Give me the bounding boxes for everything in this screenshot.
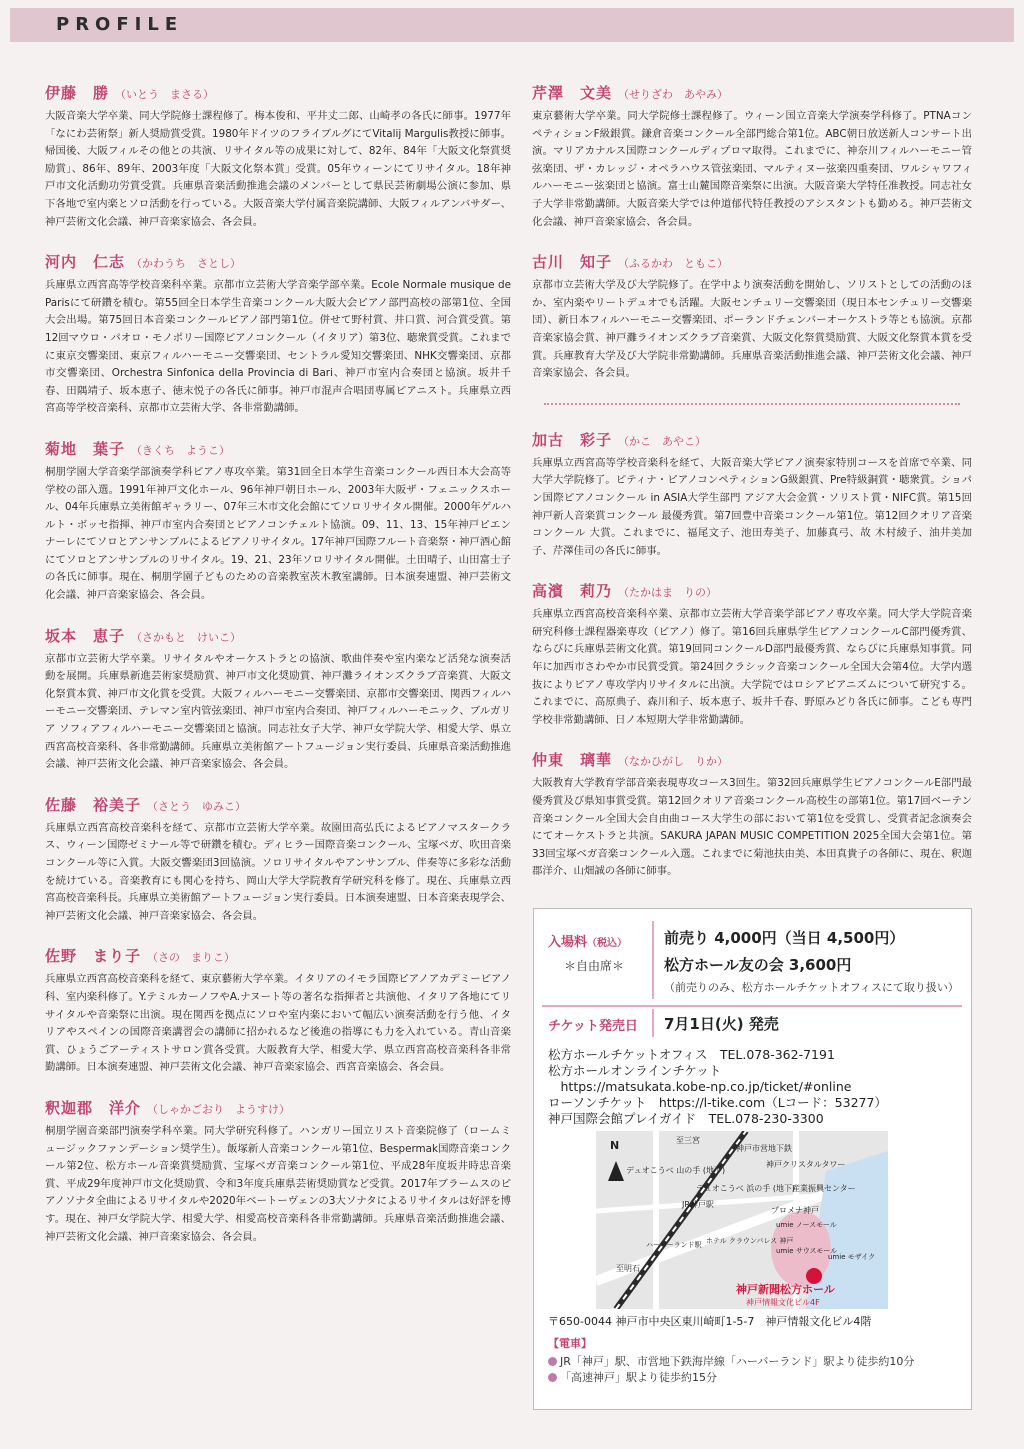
map-graphic xyxy=(596,1131,888,1309)
profile-entry xyxy=(532,251,972,383)
profile-name: 芹澤 文美 xyxy=(532,84,613,102)
left-column xyxy=(45,82,511,1266)
right-column xyxy=(532,82,972,901)
profile-bio: 京都市立芸術大学卒業。リサイタルやオーケストラとの協演、歌曲伴奏や室内楽など活発な演奏活動を展開。兵庫県新進芸術家奨励賞、神戸市文化奨励賞、神戸灘ライオンズクラブ音楽賞、大阪文化祭賞本賞、神戸市文化賞を受賞。大阪フィルハーモニー交響楽団、京都市交響楽団、関西フィルハーモニー交響楽団、テレマン室内管弦楽団、神戸市室内合奏団、神戸フィルハーモニック、ブルガリア ソフィアフィルハーモニー交響楽団と協演。同志社女子大学、神戸女学院大学、相愛大学、県立西宮高校音楽科、各非常勤講師。兵庫県立美術館アートフュージョン実行委員、兵庫県音楽活動推進会議、神戸芸術文化会議、神戸音楽家協会、各会員。 xyxy=(45,652,512,771)
profile-kana: （かこ あやこ） xyxy=(618,434,707,448)
map-label-sannomiya: 至三宮 xyxy=(676,1136,700,1145)
profile-name: 古川 知子 xyxy=(532,253,613,272)
contact-matsukata-office: 松方ホールチケットオフィス TEL.078-362-7191 xyxy=(548,1047,835,1062)
profile-entry xyxy=(45,625,511,774)
map-label-duo-hamanote: デュオこうべ 浜の手 (地下) xyxy=(696,1184,796,1193)
profile-name: 佐藤 裕美子 xyxy=(45,795,142,814)
map-label-hall: 神戸新聞松方ホール xyxy=(736,1283,835,1296)
map-label-crystal-tower: 神戸クリスタルタワー xyxy=(766,1160,846,1169)
profile-bio: 兵庫県立西宮高校音楽科卒業、京都市立芸術大学音楽学部ピアノ専攻卒業。同大学大学院音楽研究科修士課程器楽専攻（ピアノ）修了。第16回兵庫県学生ピアノコンクールC部門優秀賞、ならびに兵庫県芸術文化賞。第19回同コンクールD部門最優秀賞、ならびに兵庫県知事賞。同年に加西市さわやか市民賞受賞。第24回クラシック音楽コンクール全国大会第4位。大学内選抜によりピアノ専攻学内リサイタルに出演。大学院ではロシアピアニズムについて研究する。これまでに、高原典子、森川和子、坂本恵子、坂井千春、野原みどり各氏に師事。こども専門学校非常勤講師、日ノ本短期大学非常勤講師。 xyxy=(532,608,972,726)
hall-marker-icon xyxy=(806,1268,822,1284)
profile-entry xyxy=(532,429,972,561)
profile-kana: （きくち ようこ） xyxy=(131,443,231,457)
profile-header xyxy=(10,8,1014,42)
profile-entry xyxy=(45,794,511,926)
map-north: N xyxy=(610,1139,620,1152)
hall-address: 〒650-0044 神戸市中央区東川崎町1-5-7 神戸情報文化ビル4階 xyxy=(548,1315,872,1328)
profile-entry xyxy=(532,82,972,231)
contact-kokusai: 神戸国際会館プレイガイド TEL.078-230-3300 xyxy=(548,1111,824,1126)
profile-entry xyxy=(532,580,972,729)
profile-entry xyxy=(45,1097,511,1246)
profile-bio: 兵庫県立西宮高校音楽科を経て、京都市立芸術大学卒業。故園田高弘氏によるピアノマスタークラス、ウィーン国際ゼミナール等で研鑽を積む。ディヒラー国際音楽コンクール、宝塚ベガ、吹田音楽コンクール等に入賞。大阪交響楽団3回協演。ソロリサイタルやアンサンブル、伴奏等に多彩な活動を続けている。音楽教育にも関心を持ち、岡山大学大学院教育学研究科を修了。現在、兵庫県立西宮高校音楽科長。兵庫県立美術館アートフュージョン実行委員。日本演奏連盟、日本音楽表現学会、神戸芸術文化会議、神戸音楽家協会、各会員。 xyxy=(45,821,512,922)
profile-entry xyxy=(45,251,511,418)
profile-kana: （なかひがし りか） xyxy=(618,755,729,769)
map-label-jr-kobe: JR神戸駅 xyxy=(682,1200,714,1209)
profile-entry xyxy=(45,82,511,231)
profile-kana: （ふるかわ ともこ） xyxy=(618,257,729,271)
ticket-divider-v2 xyxy=(652,1009,654,1037)
profile-kana: （さかもと けいこ） xyxy=(131,630,242,644)
profile-kana: （たかはま りの） xyxy=(618,586,718,600)
map-label-subway: 神戸市営地下鉄 xyxy=(736,1144,792,1153)
map-label-umie-mosaic: umie モザイク xyxy=(828,1253,876,1261)
map-label-duo-yamanote: デュオこうべ 山の手 (地下) xyxy=(626,1166,726,1175)
profile-entry xyxy=(45,438,511,605)
bullet-icon xyxy=(548,1373,557,1382)
profile-name: 菊地 葉子 xyxy=(45,439,126,458)
profile-entry xyxy=(45,945,511,1077)
profile-kana: （さの まりこ） xyxy=(147,951,236,965)
profile-bio: 兵庫県立西宮高等学校音楽科卒業。京都市立芸術大学音楽学部卒業。Ecole Normale musique de Parisにて研鑽を積む。第55回全日本学生音楽コンクール大阪大会ピアノ部門高校の部第1位、全国大会出場。第75回日本音楽コンクールピアノ部門第1位。併せて野村賞、井口賞、河合賞受賞。第12回マウロ・パオロ・モノポリー国際ピアノコンクール（イタリア）第3位、聴衆賞受賞。これまでに東京交響楽団、東京フィルハーモニー交響楽団、セントラル愛知交響楽団、NHK交響楽団、京都市交響楽団、Orchestra Sinfonica della Provincia di Bari、神戸市室内合奏団と協演。坂井千春、田隅靖子、坂本恵子、徳末悦子の各氏に師事。神戸市混声合唱団専属ピアニスト。兵庫県立西宮高等学校音楽科、京都市立芸術大学、各非常勤講師。 xyxy=(45,279,511,415)
profile-name: 釈迦郡 洋介 xyxy=(45,1098,142,1117)
ticket-info-box xyxy=(533,908,972,1410)
ticket-divider-h xyxy=(542,1005,962,1007)
map-label-akashi: 至明石 xyxy=(616,1264,640,1273)
sale-label: チケット発売日 xyxy=(548,1019,638,1034)
profile-bio: 桐朋学園音楽部門演奏学科卒業。同大学研究科修了。ハンガリー国立リスト音楽院修了（ロームミュージックファンデーション奨学生）。飯塚新人音楽コンクール第1位、Bespermak国際音楽コンクール第2位、松方ホール音楽賞奨励賞、宝塚ベガ音楽コンクール第1位、平成28年度坂井時忠音楽賞、平成29年度神戸市文化奨励賞、令和3年度兵庫県芸術奨励賞など受賞。2017年ブラームスのピアノソナタ全曲によるリサイタルや2020年ベートーヴェンの3大ソナタによるリサイタルは好評を博す。現在、神戸女学院大学、相愛大学、相愛高校音楽科各非常勤講師。兵庫県音楽活動推進会議、神戸芸術文化会議、神戸音楽家協会、各会員。 xyxy=(45,1124,511,1243)
profile-bio: 兵庫県立西宮高校音楽科を経て、東京藝術大学卒業。イタリアのイモラ国際ピアノアカデミーピアノ科、室内楽科修了。Y.テミルカーノフやA.ナヌート等の著名な指揮者と共演他、イタリア各地にてリサイタルや音楽祭に出演。現在関西を拠点にソロや室内楽において幅広い演奏活動を行う他、イタリアやスペインの国際音楽講習会の講師に招かれるなど後進の指導にも力を入れている。青山音楽賞、ひょうごアーティストサロン賞各受賞。大阪教育大学、相愛大学、県立西宮高校音楽科各非常勤講師。日本演奏連盟、神戸芸術文化会議、神戸音楽家協会、西宮音楽協会、各会員。 xyxy=(45,973,511,1074)
map-label-hall-sub: 神戸情報文化ビル4F xyxy=(746,1298,820,1307)
sale-date: 7月1日(火) 発売 xyxy=(664,1015,779,1033)
access-map xyxy=(596,1131,888,1309)
profile-name: 加古 彩子 xyxy=(532,430,613,449)
map-label-umie-south: umie サウスモール xyxy=(776,1247,838,1255)
profile-name: 仲東 璃華 xyxy=(532,751,613,770)
profile-name: 坂本 恵子 xyxy=(45,626,126,645)
train-route-2: 「高速神戸」駅より徒歩約15分 xyxy=(548,1369,717,1385)
profile-bio: 京都市立芸術大学及び大学院修了。在学中より演奏活動を開始し、ソリストとしての活動のほか、室内楽やリートデュオでも活躍。大阪センチュリー交響楽団（現日本センチュリー交響楽団）、新日本フィルハーモニー交響楽団、ポーランドチェンバーオーケストラ等とも協演。京都音楽家協会賞、神戸灘ライオンズクラブ音楽賞、大阪文化祭賞奨励賞、大阪文化祭賞本賞を受賞。兵庫教育大学及び大学院非常勤講師。兵庫県音楽活動推進会議、神戸芸術文化会議、神戸音楽家協会、各会員。 xyxy=(532,279,972,380)
profile-kana: （かわうち さとし） xyxy=(131,257,242,271)
profile-bio: 兵庫県立西宮高等学校音楽科を経て、大阪音楽大学ピアノ演奏家特別コースを首席で卒業、同大学大学院修了。ピティナ・ピアノコンペティションG級銀賞、Pre特級銅賞・聴衆賞。ショパン国際ピアノコンクール in ASIA大学生部門 アジア大会金賞・ソリスト賞・NIFC賞。第15回神戸新人音楽賞コンクール 最優秀賞。第7回豊中音楽コンクール第1位。第12回クオリア音楽コンクール 大賞。これまでに、福尾文子、池田寿美子、加藤真弓、故 木村綾子、油井美加子、芹澤佳司の各氏に師事。 xyxy=(532,456,972,557)
train-label: 【電車】 xyxy=(548,1337,592,1350)
admission-label: 入場料（税込） xyxy=(548,935,628,950)
profile-entry xyxy=(532,749,972,881)
profile-kana: （しゃかごおり ようすけ） xyxy=(147,1102,291,1116)
page-title: PROFILE xyxy=(56,14,184,35)
profile-name: 河内 仁志 xyxy=(45,253,126,272)
map-label-industry-center: 産業振興センター xyxy=(792,1184,856,1193)
friends-note: （前売りのみ、松方ホールチケットオフィスにて取り扱い） xyxy=(664,981,959,994)
dotted-divider xyxy=(544,403,960,405)
seat-type: ＊自由席＊ xyxy=(564,959,625,973)
train-route-1: JR「神戸」駅、市営地下鉄海岸線「ハーバーランド」駅より徒歩約10分 xyxy=(548,1353,914,1369)
friends-price: 松方ホール友の会 3,600円 xyxy=(664,956,852,974)
map-label-hotel: ホテル クラウンパレス 神戸 xyxy=(706,1237,794,1245)
profile-kana: （いとう まさる） xyxy=(115,88,215,101)
admission-tax: （税込） xyxy=(587,938,628,949)
profile-name: 伊藤 勝 xyxy=(45,84,110,102)
contact-online-label: 松方ホールオンラインチケット xyxy=(548,1063,722,1078)
profile-kana: （さとう ゆみこ） xyxy=(147,799,247,813)
contact-online-url[interactable]: https://matsukata.kobe-np.co.jp/ticket/#online xyxy=(548,1079,852,1094)
profile-bio: 東京藝術大学卒業。同大学院修士課程修了。ウィーン国立音楽大学演奏学科修了。PTNAコンペティションF級銀賞。鎌倉音楽コンクール全部門総合第1位。ABC朝日放送新人コンサート出演。マリアカナルス国際コンクールディプロマ取得。これまでに、神奈川フィルハーモニー管弦楽団、ザ・カレッジ・オペラハウス管弦楽団、マルティヌー弦楽四重奏団、ワルシャワフィルハーモニー弦楽団と協演。富士山麓国際音楽祭に出演。大阪音楽大学特任准教授。同志社女子大学非常勤講師。大阪音楽大学では仲道郁代特任教授のアシスタントも勤める。神戸芸術文化会議、神戸音楽家協会、各会員。 xyxy=(532,110,972,228)
advance-price: 前売り 4,000円（当日 4,500円） xyxy=(664,929,905,947)
profile-kana: （せりざわ あやみ） xyxy=(618,88,729,101)
ticket-divider-v xyxy=(652,921,654,999)
contact-lawson[interactable]: ローソンチケット https://l-tike.com（Lコード：53277） xyxy=(548,1095,887,1110)
map-label-harborland: ハーバーランド駅 xyxy=(646,1241,702,1249)
map-label-promena: プロメナ神戸 xyxy=(771,1206,819,1215)
profile-bio: 桐朋学園大学音楽学部演奏学科ピアノ専攻卒業。第31回全日本学生音楽コンクール西日本大会高等学校の部入選。1991年神戸文化ホール、96年神戸朝日ホール、2003年大阪ザ・フェニックスホール、04年兵庫県立美術館ギャラリー、07年三木市文化会館にてソロリサイタル開催。2000年ゲルハルト・ボッセ指揮、神戸市室内合奏団とピアノコンチェルト協演。09、11、13、15年神戸ピエンナーレにてソロとアンサンブルによるピアノリサイタル。17年神戸国際フルート音楽祭・神戸酒心館にてソロとアンサンブルのリサイタル。19、21、23年ソロリサイタル開催。土田晴子、山田富士子の各氏に師事。現在、桐朋学園子どものための音楽教室茨木教室講師。日本演奏連盟、神戸芸術文化会議、神戸音楽家協会、各会員。 xyxy=(45,465,511,602)
bullet-icon xyxy=(548,1357,557,1366)
profile-bio: 大阪音楽大学卒業、同大学院修士課程修了。梅本俊和、平井丈二郎、山崎孝の各氏に師事。1977年「なにわ芸術祭」新人奨励賞受賞。1980年ドイツのフライブルグにてVitalij Margulis教授に師事。帰国後、大阪フィルその他との共演、リサイタル等の成果に対して、82年、84年「大阪文化祭賞奨励賞」、86年、89年、2003年度「大阪文化祭本賞」受賞。05年ウィーンにてリサイタル。18年神戸市文化活動功労賞受賞。兵庫県音楽活動推進会議のメンバーとして県民芸術劇場公演に参加、県下各地で室内楽とソロ活動を行っている。大阪音楽大学付属音楽院講師、大阪フィルアンバサダー、神戸芸術文化会議、神戸音楽家協会、各会員。 xyxy=(45,110,511,228)
profile-name: 高濱 莉乃 xyxy=(532,582,613,601)
map-label-umie-north: umie ノースモール xyxy=(776,1221,837,1229)
profile-name: 佐野 まり子 xyxy=(45,947,142,966)
profile-bio: 大阪教育大学教育学部音楽表現専攻コース3回生。第32回兵庫県学生ピアノコンクールE部門最優秀賞及び県知事賞受賞。第12回クオリア音楽コンクール高校生の部第1位。第17回ベーテン音楽コンクール全国大会自由曲コース大学生の部において第1位を受賞し、受賞者記念演奏会にてオーケストラと共演。SAKURA JAPAN MUSIC COMPETITION 2025全国大会第1位。第33回宝塚ベガ音楽コンクール入選。これまでに菊池扶由美、本田真貴子の各師に、現在、釈迦郡洋介、山畑誠の各師に師事。 xyxy=(532,777,972,878)
